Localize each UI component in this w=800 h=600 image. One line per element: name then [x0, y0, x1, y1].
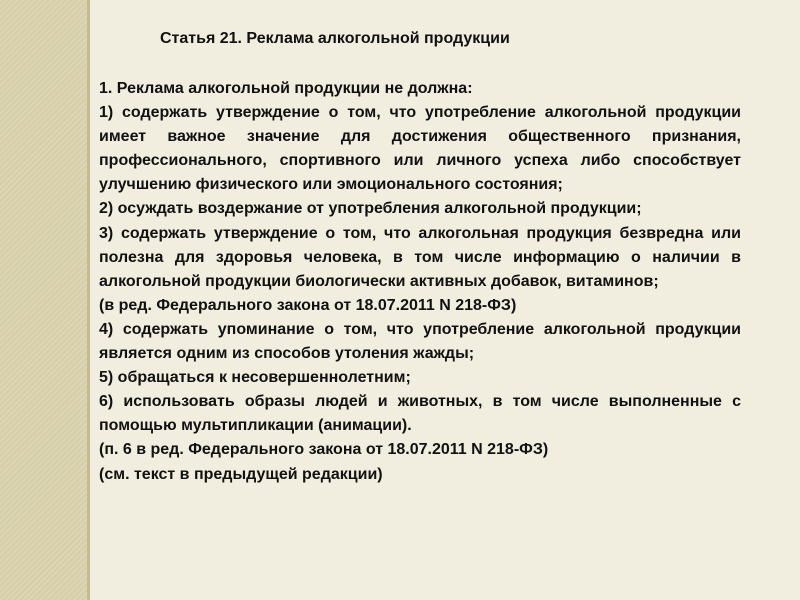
previous-edition-note: (см. текст в предыдущей редакции): [99, 465, 383, 483]
article-title: Статья 21. Реклама алкогольной продукции: [160, 30, 510, 47]
decorative-side-band: [0, 0, 87, 600]
amendment-note-1: (в ред. Федерального закона от 18.07.2011 N 218-ФЗ): [99, 296, 517, 314]
clause-intro: 1. Реклама алкогольной продукции не должна:: [99, 80, 473, 97]
clause-2: 2) осуждать воздержание от употребления алкогольной продукции;: [99, 200, 642, 218]
amendment-note-2: (п. 6 в ред. Федерального закона от 18.07.2011 N 218-ФЗ): [99, 441, 549, 459]
clause-5: 5) обращаться к несовершеннолетним;: [99, 369, 411, 387]
clause-3: 3) содержать утверждение о том, что алкогольная продукция безвредна или полезна для здоровья человека, в том числе информацию о наличии в алкогольной продукции биологически активных добавок, витаминов;: [99, 224, 741, 290]
decorative-side-rule: [87, 0, 90, 600]
clause-4: 4) содержать упоминание о том, что употребление алкогольной продукции является одним из способов утоления жажды;: [99, 320, 741, 363]
article-body: [99, 77, 741, 487]
clause-6: 6) использовать образы людей и животных, в том числе выполненные с помощью мультипликации (анимации).: [99, 393, 741, 435]
clause-1: 1) содержать утверждение о том, что употребление алкогольной продукции имеет важное значение для достижения общественного признания, профессионального, спортивного или личного успеха либо способствует улучшению физического или эмоционального состояния;: [99, 104, 741, 194]
